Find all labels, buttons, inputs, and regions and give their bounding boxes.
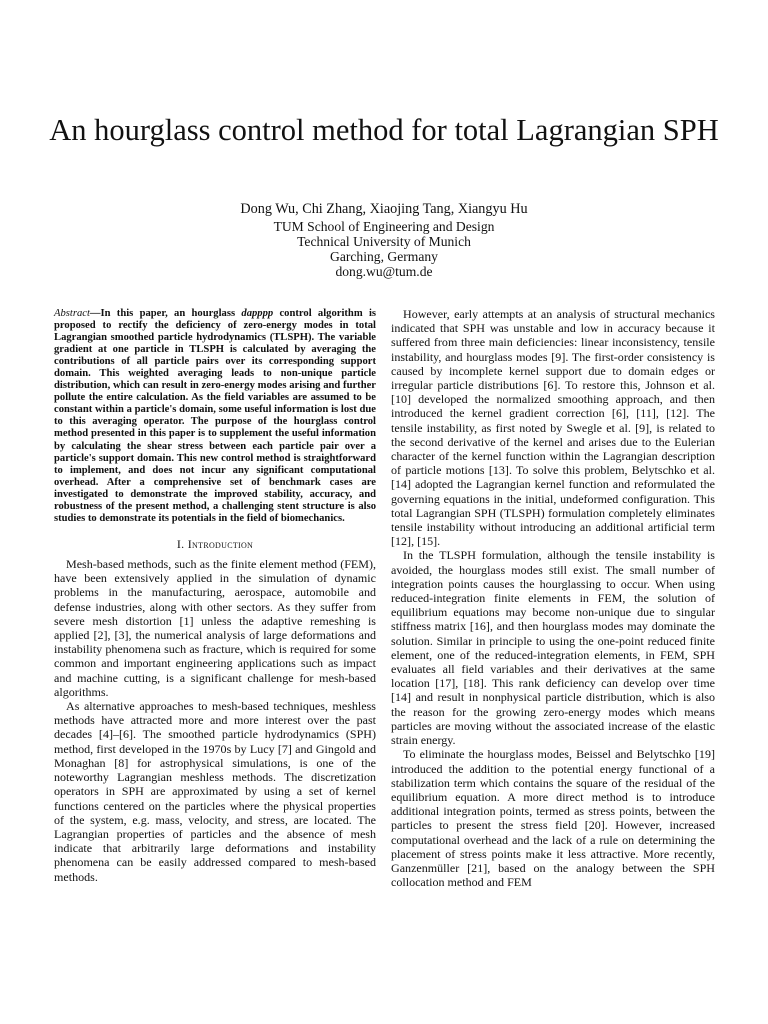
- author-names: Dong Wu, Chi Zhang, Xiaojing Tang, Xiangyu Hu: [240, 201, 528, 217]
- abstract-dash: —: [89, 308, 101, 319]
- body-paragraph: However, early attempts at an analysis of structural mechanics indicated that SPH was unstable and low in accuracy because it suffered from three main deficiencies: linear inconsistency, tensile instability, and hourglass modes [9]. The first-order consistency is caused by incomplete kernel support due to domain edges or irregular particle distributions [6]. To restore this, Johnson et al. [10] developed the normalized smoothing approach, and then introduced the kernel gradient correction [6], [11], [12]. The tensile instability, as first noted by Swegle et al. [9], is related to the second derivative of the kernel and arises due to the Eulerian character of the kernel function within the Lagrangian description of particle motions [13]. To solve this problem, Belytschko et al. [14] adopted the Lagrangian kernel function and reformulated the governing equations in the initial, undeformed configuration. This total Lagrangian SPH (TLSPH) formulation completely eliminates tensile instability without introducing an additional artificial term [12], [15].: [391, 307, 715, 549]
- abstract-text: control algorithm is proposed to rectify the deficiency of zero-energy modes in total Lagrangian smoothed particle hydrodynamics (TLSPH). The variable gradient at one particle in TLSPH is calculated by averaging the contributions of all particle pairs over its corresponding support domain. This weighted averaging leads to non-unique particle distribution, which can result in zero-energy modes arising and further pollute the entire calculation. As the field variables are assumed to be constant within a particle's domain, some useful information is lost due to this averaging operator. The purpose of the hourglass control method presented in this paper is to supplement the useful information by calculating the shear stress between each particle pair over a particle's support domain. This new control method is straightforward to implement, and does not incur any significant computational overhead. After a comprehensive set of benchmark cases are investigated to demonstrate the improved stability, accuracy, and robustness of the present method, a challenging stent structure is also studies to demonstrate its potentials in the field of biomechanics.: [54, 308, 377, 524]
- author-email: dong.wu@tum.de: [335, 264, 433, 279]
- abstract: [54, 308, 376, 525]
- abstract-text: In this paper, an hourglass: [100, 308, 242, 319]
- affiliation-line: TUM School of Engineering and Design: [273, 219, 495, 234]
- affiliation-line: Garching, Germany: [330, 249, 438, 264]
- body-paragraph: To eliminate the hourglass modes, Beissel and Belytschko [19] introduced the addition to the potential energy functional of a stabilization term which contains the square of the residual of the equilibrium equation. A more direct method is to introduce additional integration points, termed as stress points, between the particles to present the stress field [20]. However, increased computational overhead and the lack of a rule on determining the placement of stress points make it less attractive. More recently, Ganzenmüller [21], based on the analogy between the SPH collocation method and FEM: [391, 747, 715, 890]
- section-title: Introduction: [187, 536, 254, 551]
- right-column: [391, 307, 715, 889]
- paper-title: An hourglass control method for total Lagrangian SPH: [49, 113, 719, 147]
- body-paragraph: In the TLSPH formulation, although the tensile instability is avoided, the hourglass modes still exist. The small number of integration points causes the hourglassing to occur. When using reduced-integration finite elements in FEM, the solution of equilibrium equations may become non-unique due to singular stiffness matrix [16], and then hourglass modes may dominate the solution. Similar in principle to using the one-point reduced finite element, one of the reduced-integration elements, in FEM, SPH evaluates all field variables and their derivatives at the same location [17], [18]. This rank deficiency can develop over time [14] and result in nonphysical particle distribution, which is also the reason for the growing zero-energy modes which means particles are moving without the associated increase of the elastic strain energy.: [391, 548, 715, 748]
- section-heading: [54, 537, 376, 551]
- body-paragraph: Mesh-based methods, such as the finite element method (FEM), have been extensively applied in the simulation of dynamic problems in the manufacturing, aerospace, automobile and defense industries, along with other sectors. As they suffer from severe mesh distortion [1] unless the adaptive remeshing is applied [2], [3], the numerical analysis of large deformations and instability phenomena such as fracture, which is required for some common and important engineering applications such as impact and machine cutting, is a significant challenge for mesh-based algorithms.: [54, 557, 376, 699]
- author-block: [84, 202, 684, 279]
- abstract-emphasis: dapppp: [241, 308, 274, 319]
- left-column: [54, 308, 376, 884]
- section-number: I.: [176, 536, 185, 551]
- affiliation-line: Technical University of Munich: [297, 234, 471, 249]
- abstract-label: Abstract: [54, 308, 90, 319]
- body-paragraph: As alternative approaches to mesh-based techniques, meshless methods have attracted more and more interest over the past decades [4]–[6]. The smoothed particle hydrodynamics (SPH) method, first developed in the 1970s by Lucy [7] and Gingold and Monaghan [8] for astrophysical simulations, is one of the noteworthy Lagrangian meshless methods. The discretization operators in SPH are approximated by using a set of kernel functions centered on the particles where the physical properties of the system, e.g. mass, velocity, and stress, are located. The Lagrangian properties of particles and the absence of mesh indicate that arbitrarily large deformations and instability phenomena can be easily addressed compared to mesh-based methods.: [54, 699, 376, 884]
